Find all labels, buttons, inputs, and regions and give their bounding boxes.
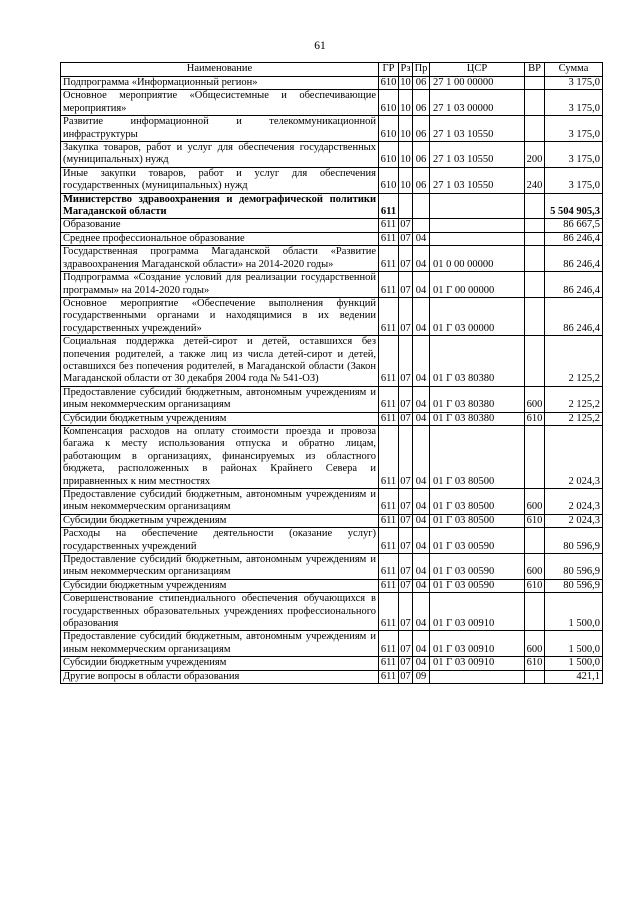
row-pr: 04 xyxy=(413,489,430,515)
row-rz: 07 xyxy=(400,219,411,231)
row-csr: 01 Г 03 00910 xyxy=(430,593,525,631)
row-sum: 5 504 905,3 xyxy=(545,193,603,219)
row-rz: 07 xyxy=(399,631,413,657)
row-sum: 86 246,4 xyxy=(545,246,603,272)
header-csr: ЦСР xyxy=(430,63,525,77)
row-gr: 611 xyxy=(379,219,399,232)
row-rz: 07 xyxy=(400,670,411,682)
row-pr: 04 xyxy=(413,554,430,580)
row-name: Министерство здравоохранения и демографической политики Магаданской области xyxy=(61,193,379,219)
row-pr: 04 xyxy=(413,657,430,670)
row-name: Социальная поддержка детей-сирот и детей, оставшихся без попечения родителей, а также лиц из числа детей-сирот и детей, оставшихся без попечения родителей, в Магаданской области (Закон Магаданской области от 30 декабря 2004 года № 541-ОЗ) xyxy=(61,336,379,387)
row-pr: 06 xyxy=(413,77,430,90)
row-sum: 3 175,0 xyxy=(545,77,603,90)
table-row xyxy=(61,528,603,554)
table-row xyxy=(61,297,603,335)
row-name: Расходы на обеспечение деятельности (оказание услуг) государственных учреждений xyxy=(61,528,379,554)
row-sum: 3 175,0 xyxy=(545,167,603,193)
row-csr xyxy=(430,670,525,683)
header-vr: ВР xyxy=(525,63,545,77)
row-pr: 04 xyxy=(413,336,430,387)
row-pr: 04 xyxy=(413,593,430,631)
row-vr: 240 xyxy=(525,167,545,193)
row-rz: 10 xyxy=(399,142,413,168)
row-vr xyxy=(525,219,545,232)
row-name: Компенсация расходов на оплату стоимости проезда и провоза багажа к месту использования отпуска и обратно лицам, работающим в организациях, финансируемых из областного бюджета, расположенных в районах Крайнего Севера и приравненных к ним местностях xyxy=(61,425,379,488)
row-name: Предоставление субсидий бюджетным, автономным учреждениям и иным некоммерческим организациям xyxy=(61,554,379,580)
row-csr: 01 Г 03 80500 xyxy=(430,489,525,515)
row-gr: 611 xyxy=(379,489,399,515)
row-csr xyxy=(430,219,525,232)
row-csr: 27 1 03 10550 xyxy=(430,116,525,142)
row-gr: 611 xyxy=(379,579,399,592)
row-gr: 611 xyxy=(379,554,399,580)
row-gr: 611 xyxy=(379,297,399,335)
row-gr: 611 xyxy=(379,412,399,425)
row-rz: 10 xyxy=(399,116,413,142)
row-gr: 611 xyxy=(379,514,399,527)
row-vr xyxy=(525,425,545,488)
row-sum: 80 596,9 xyxy=(545,579,603,592)
table-row xyxy=(61,142,603,168)
row-rz: 07 xyxy=(399,528,413,554)
row-vr xyxy=(525,272,545,298)
row-pr: 06 xyxy=(413,167,430,193)
row-vr xyxy=(525,670,545,683)
row-name: Среднее профессиональное образование xyxy=(61,232,379,245)
row-sum: 2 125,2 xyxy=(545,412,603,425)
row-name: Субсидии бюджетным учреждениям xyxy=(61,412,379,425)
row-name: Предоставление субсидий бюджетным, автономным учреждениям и иным некоммерческим организациям xyxy=(61,631,379,657)
row-gr: 611 xyxy=(379,272,399,298)
table-row xyxy=(61,232,603,245)
row-rz: 07 xyxy=(399,593,413,631)
row-sum: 2 024,3 xyxy=(545,425,603,488)
row-rz: 07 xyxy=(399,246,413,272)
row-sum: 2 024,3 xyxy=(545,514,603,527)
row-name: Субсидии бюджетным учреждениям xyxy=(61,514,379,527)
row-gr: 610 xyxy=(379,142,399,168)
row-gr: 611 xyxy=(379,336,399,387)
row-pr: 04 xyxy=(413,514,430,527)
row-rz: 07 xyxy=(400,579,411,591)
row-rz: 10 xyxy=(399,167,413,193)
row-sum: 80 596,9 xyxy=(545,528,603,554)
row-gr: 611 xyxy=(379,670,399,683)
table-row xyxy=(61,425,603,488)
table-row xyxy=(61,412,603,425)
row-vr xyxy=(525,193,545,219)
row-name: Предоставление субсидий бюджетным, автономным учреждениям и иным некоммерческим организациям xyxy=(61,489,379,515)
table-row xyxy=(61,193,603,219)
header-pr: Пр xyxy=(413,63,430,77)
row-rz: 07 xyxy=(399,336,413,387)
row-rz: 07 xyxy=(400,232,411,244)
row-csr: 01 Г 03 80380 xyxy=(430,386,525,412)
table-row xyxy=(61,386,603,412)
row-pr: 04 xyxy=(413,579,430,592)
row-sum: 3 175,0 xyxy=(545,142,603,168)
row-gr: 611 xyxy=(379,657,399,670)
row-pr: 04 xyxy=(413,246,430,272)
row-csr xyxy=(430,193,525,219)
table-row xyxy=(61,579,603,592)
row-pr: 04 xyxy=(413,297,430,335)
row-pr: 04 xyxy=(413,232,430,245)
row-name: Иные закупки товаров, работ и услуг для обеспечения государственных (муниципальных) нужд xyxy=(61,167,379,193)
row-vr xyxy=(525,116,545,142)
row-name: Государственная программа Магаданской области «Развитие здравоохранения Магаданской области» на 2014-2020 годы» xyxy=(61,246,379,272)
row-csr: 01 Г 03 00910 xyxy=(430,631,525,657)
row-vr xyxy=(525,90,545,116)
table-row xyxy=(61,77,603,90)
row-rz: 07 xyxy=(399,489,413,515)
table-row xyxy=(61,219,603,232)
header-sum: Сумма xyxy=(545,63,603,77)
row-csr: 01 Г 03 00590 xyxy=(430,554,525,580)
row-name: Субсидии бюджетным учреждениям xyxy=(61,579,379,592)
row-sum: 421,1 xyxy=(545,670,603,683)
row-vr: 600 xyxy=(525,554,545,580)
table-row xyxy=(61,514,603,527)
row-sum: 3 175,0 xyxy=(545,116,603,142)
row-vr xyxy=(525,336,545,387)
row-sum: 2 125,2 xyxy=(545,386,603,412)
row-rz: 07 xyxy=(399,272,413,298)
row-vr xyxy=(525,297,545,335)
header-gr: ГР xyxy=(379,63,399,77)
row-rz: 10 xyxy=(399,90,413,116)
row-sum: 3 175,0 xyxy=(545,90,603,116)
row-vr: 600 xyxy=(525,631,545,657)
row-csr: 01 Г 03 80500 xyxy=(430,425,525,488)
row-pr: 06 xyxy=(413,142,430,168)
row-sum: 1 500,0 xyxy=(545,657,603,670)
row-csr: 01 Г 03 00910 xyxy=(430,657,525,670)
row-rz: 07 xyxy=(399,297,413,335)
row-name: Основное мероприятие «Общесистемные и обеспечивающие мероприятия» xyxy=(61,90,379,116)
table-header xyxy=(61,63,603,77)
row-pr: 04 xyxy=(413,528,430,554)
table-row xyxy=(61,489,603,515)
row-rz: 07 xyxy=(400,412,411,424)
header-rz: Рз xyxy=(399,63,413,77)
row-csr xyxy=(430,232,525,245)
row-vr: 610 xyxy=(525,579,545,592)
row-gr: 611 xyxy=(379,425,399,488)
table-row xyxy=(61,116,603,142)
row-sum: 86 246,4 xyxy=(545,232,603,245)
table-row xyxy=(61,593,603,631)
row-gr: 611 xyxy=(379,528,399,554)
row-rz: 07 xyxy=(399,386,413,412)
row-vr xyxy=(525,528,545,554)
row-csr: 01 Г 03 00590 xyxy=(430,528,525,554)
row-name: Основное мероприятие «Обеспечение выполнения функций государственными органами и находящимися в их ведении государственных учреждений» xyxy=(61,297,379,335)
row-pr xyxy=(413,219,430,232)
row-gr: 611 xyxy=(379,631,399,657)
table-row xyxy=(61,657,603,670)
row-pr: 04 xyxy=(413,272,430,298)
table-row xyxy=(61,272,603,298)
row-csr: 01 Г 03 80500 xyxy=(430,514,525,527)
row-name: Совершенствование стипендиального обеспечения обучающихся в государственных образовательных учреждениях профессионального образования xyxy=(61,593,379,631)
row-gr: 611 xyxy=(379,232,399,245)
row-gr: 610 xyxy=(379,90,399,116)
table-row xyxy=(61,554,603,580)
row-pr xyxy=(413,193,430,219)
row-sum: 2 024,3 xyxy=(545,489,603,515)
table-row xyxy=(61,246,603,272)
row-gr: 610 xyxy=(379,77,399,90)
row-gr: 611 xyxy=(379,386,399,412)
row-csr: 01 Г 00 00000 xyxy=(430,272,525,298)
table-row xyxy=(61,167,603,193)
table-row xyxy=(61,336,603,387)
row-vr: 610 xyxy=(525,657,545,670)
row-vr xyxy=(525,246,545,272)
row-rz: 10 xyxy=(400,77,411,88)
row-csr: 27 1 03 00000 xyxy=(430,90,525,116)
row-sum: 86 246,4 xyxy=(545,272,603,298)
row-gr: 611 xyxy=(379,246,399,272)
row-csr: 01 Г 03 80380 xyxy=(430,412,525,425)
row-vr xyxy=(525,77,545,90)
row-sum: 86 667,5 xyxy=(545,219,603,232)
budget-table xyxy=(60,62,603,684)
row-vr xyxy=(525,593,545,631)
row-rz: 07 xyxy=(400,657,411,669)
row-rz: 07 xyxy=(399,554,413,580)
row-vr: 610 xyxy=(525,514,545,527)
table-row xyxy=(61,90,603,116)
row-name: Развитие информационной и телекоммуникационной инфраструктуры xyxy=(61,116,379,142)
page-number: 61 xyxy=(314,40,326,52)
row-rz xyxy=(399,193,413,219)
row-pr: 06 xyxy=(413,116,430,142)
row-gr: 610 xyxy=(379,167,399,193)
row-vr: 610 xyxy=(525,412,545,425)
row-name: Предоставление субсидий бюджетным, автономным учреждениям и иным некоммерческим организациям xyxy=(61,386,379,412)
row-csr: 01 Г 03 00590 xyxy=(430,579,525,592)
row-pr: 04 xyxy=(413,412,430,425)
header-name: Наименование xyxy=(61,63,379,77)
row-name: Субсидии бюджетным учреждениям xyxy=(61,657,379,670)
row-gr: 610 xyxy=(379,116,399,142)
row-name: Закупка товаров, работ и услуг для обеспечения государственных (муниципальных) нужд xyxy=(61,142,379,168)
row-vr: 600 xyxy=(525,386,545,412)
row-sum: 1 500,0 xyxy=(545,593,603,631)
row-pr: 04 xyxy=(413,386,430,412)
row-sum: 80 596,9 xyxy=(545,554,603,580)
row-pr: 06 xyxy=(413,90,430,116)
row-rz: 07 xyxy=(400,514,411,526)
table-row xyxy=(61,631,603,657)
row-name: Подпрограмма «Создание условий для реализации государственной программы» на 2014-2020 годы» xyxy=(61,272,379,298)
table-row xyxy=(61,670,603,683)
row-pr: 04 xyxy=(413,631,430,657)
row-rz: 07 xyxy=(399,425,413,488)
row-csr: 27 1 03 10550 xyxy=(430,142,525,168)
row-name: Образование xyxy=(61,219,379,232)
row-gr: 611 xyxy=(379,193,399,219)
row-pr: 09 xyxy=(413,670,430,683)
row-sum: 1 500,0 xyxy=(545,631,603,657)
row-vr: 200 xyxy=(525,142,545,168)
row-pr: 04 xyxy=(413,425,430,488)
row-csr: 01 Г 03 80380 xyxy=(430,336,525,387)
row-sum: 2 125,2 xyxy=(545,336,603,387)
row-csr: 01 Г 03 00000 xyxy=(430,297,525,335)
row-name: Другие вопросы в области образования xyxy=(61,670,379,683)
row-gr: 611 xyxy=(379,593,399,631)
row-csr: 27 1 03 10550 xyxy=(430,167,525,193)
row-vr xyxy=(525,232,545,245)
row-csr: 01 0 00 00000 xyxy=(430,246,525,272)
row-csr: 27 1 00 00000 xyxy=(430,77,525,90)
row-vr: 600 xyxy=(525,489,545,515)
row-name: Подпрограмма «Информационный регион» xyxy=(61,77,379,90)
row-sum: 86 246,4 xyxy=(545,297,603,335)
